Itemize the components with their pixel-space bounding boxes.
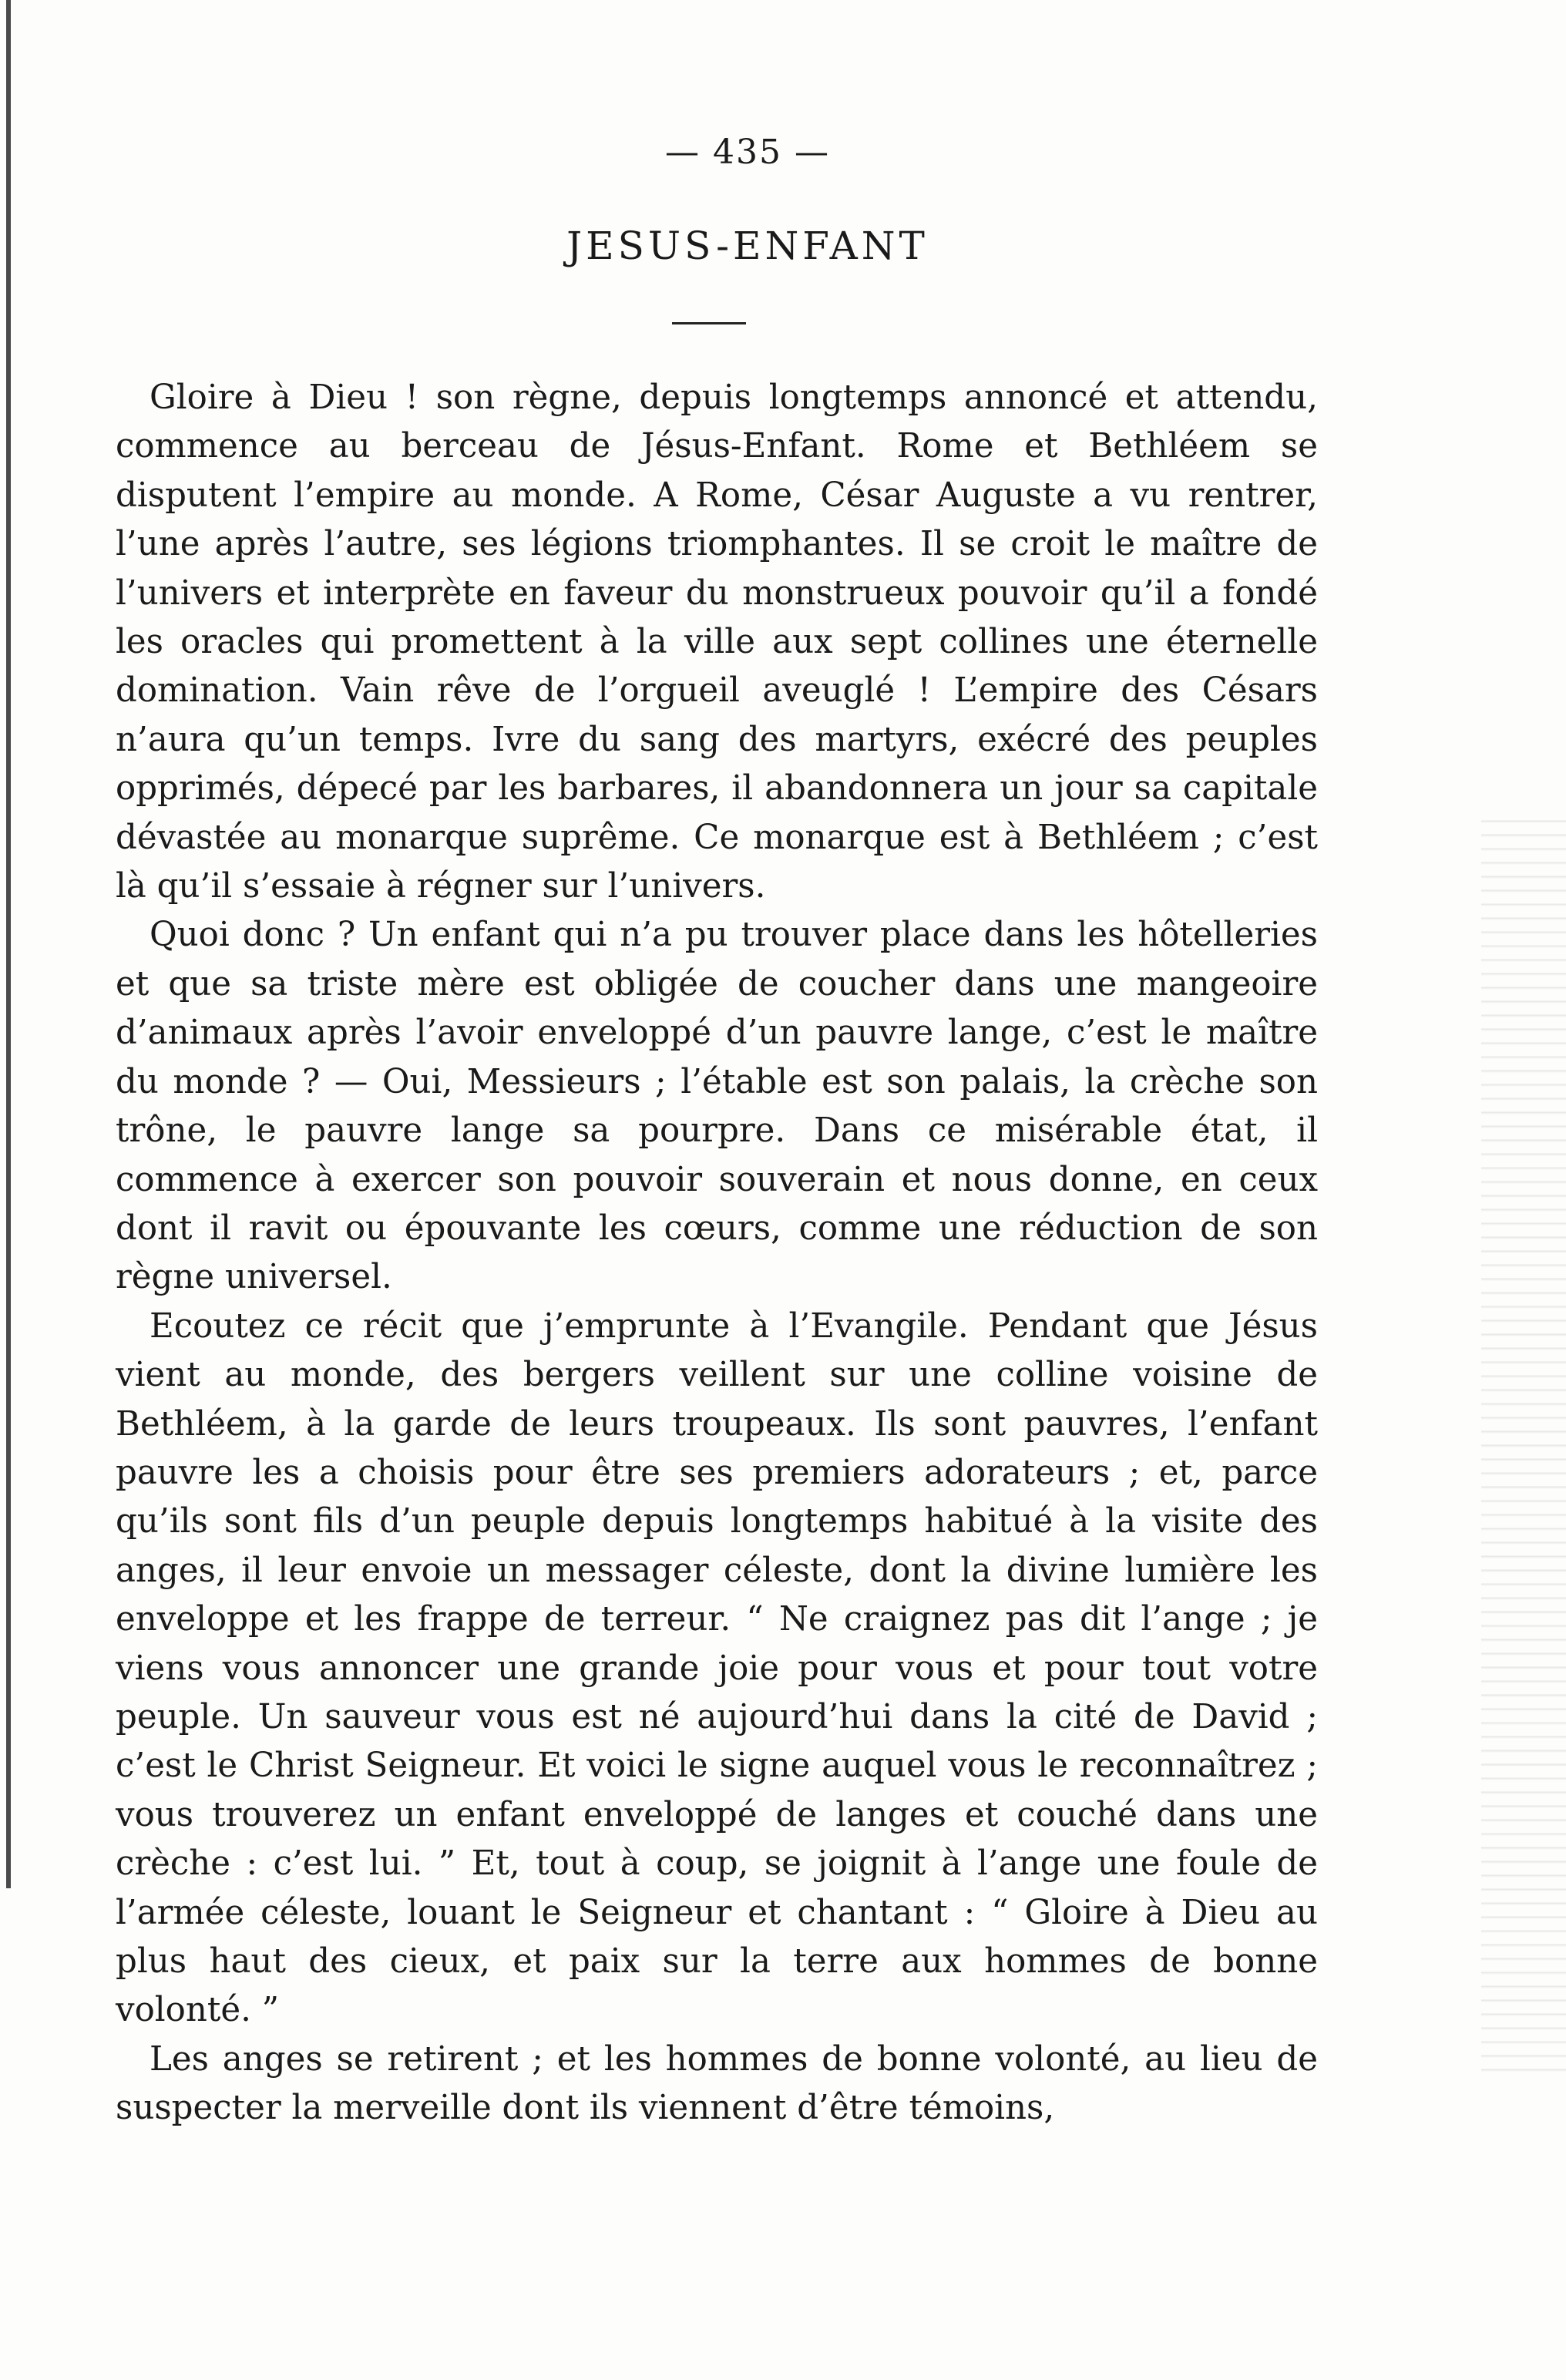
paragraph-3: Ecoutez ce récit que j’emprunte à l’Evangile. Pendant que Jésus vient au monde, des bergers veillent sur une colline voisine de Bethléem, à la garde de leurs troupeaux. Ils sont pauvres, l’enfant pauvre les a choisis pour être ses premiers adorateurs ; et, parce qu’ils sont fils d’un peuple depuis longtemps habitué à la visite des anges, il leur envoie un messager céleste, dont la divine lumière les enveloppe et les frappe de terreur. “ Ne craignez pas dit l’ange ; je viens vous annoncer une grande joie pour vous et pour tout votre peuple. Un sauveur vous est né aujourd’hui dans la cité de David ; c’est le Christ Seigneur. Et voici le signe auquel vous le reconnaîtrez ; vous trouverez un enfant enveloppé de langes et couché dans une crèche : c’est lui. ” Et, tout à coup, se joignit à l’ange une foule de l’armée céleste, louant le Seigneur et chantant : “ Gloire à Dieu au plus haut des cieux, et paix sur la terre aux hommes de bonne volonté. ” xyxy=(116,1306,1318,2030)
body-text xyxy=(116,374,1318,2133)
paragraph-4: Les anges se retirent ; et les hommes de bonne volonté, au lieu de suspecter la merveille dont ils viennent d’être témoins, xyxy=(116,2039,1318,2128)
chapter-title: JESUS-ENFANT xyxy=(566,224,929,268)
title-rule xyxy=(672,322,746,324)
paragraph-1: Gloire à Dieu ! son règne, depuis longtemps annoncé et attendu, commence au berceau de Jésus-Enfant. Rome et Bethléem se disputent l’empire au monde. A Rome, César Auguste a vu rentrer, l’une après l’autre, ses légions triomphantes. Il se croit le maître de l’univers et interprète en faveur du monstrueux pouvoir qu’il a fondé les oracles qui promettent à la ville aux sept collines une éternelle domination. Vain rêve de l’orgueil aveuglé ! L’empire des Césars n’aura qu’un temps. Ivre du sang des martyrs, exécré des peuples opprimés, dépecé par les barbares, il abandonnera un jour sa capitale dévastée au monarque suprême. Ce monarque est à Bethléem ; c’est là qu’il s’essaie à régner sur l’univers. xyxy=(116,378,1318,906)
margin-scan-noise xyxy=(1481,809,1566,2081)
paragraph-2: Quoi donc ? Un enfant qui n’a pu trouver place dans les hôtelleries et que sa triste mère est obligée de coucher dans une mangeoire d’animaux après l’avoir enveloppé d’un pauvre lange, c’est le maître du monde ? — Oui, Messieurs ; l’étable est son palais, la crèche son trône, le pauvre lange sa pourpre. Dans ce misérable état, il commence à exercer son pouvoir souverain et nous donne, en ceux dont il ravit ou épouvante les cœurs, comme une réduction de son règne universel. xyxy=(116,916,1318,1297)
binding-edge-shadow xyxy=(6,0,11,1888)
page-number: — 435 — xyxy=(665,133,830,172)
